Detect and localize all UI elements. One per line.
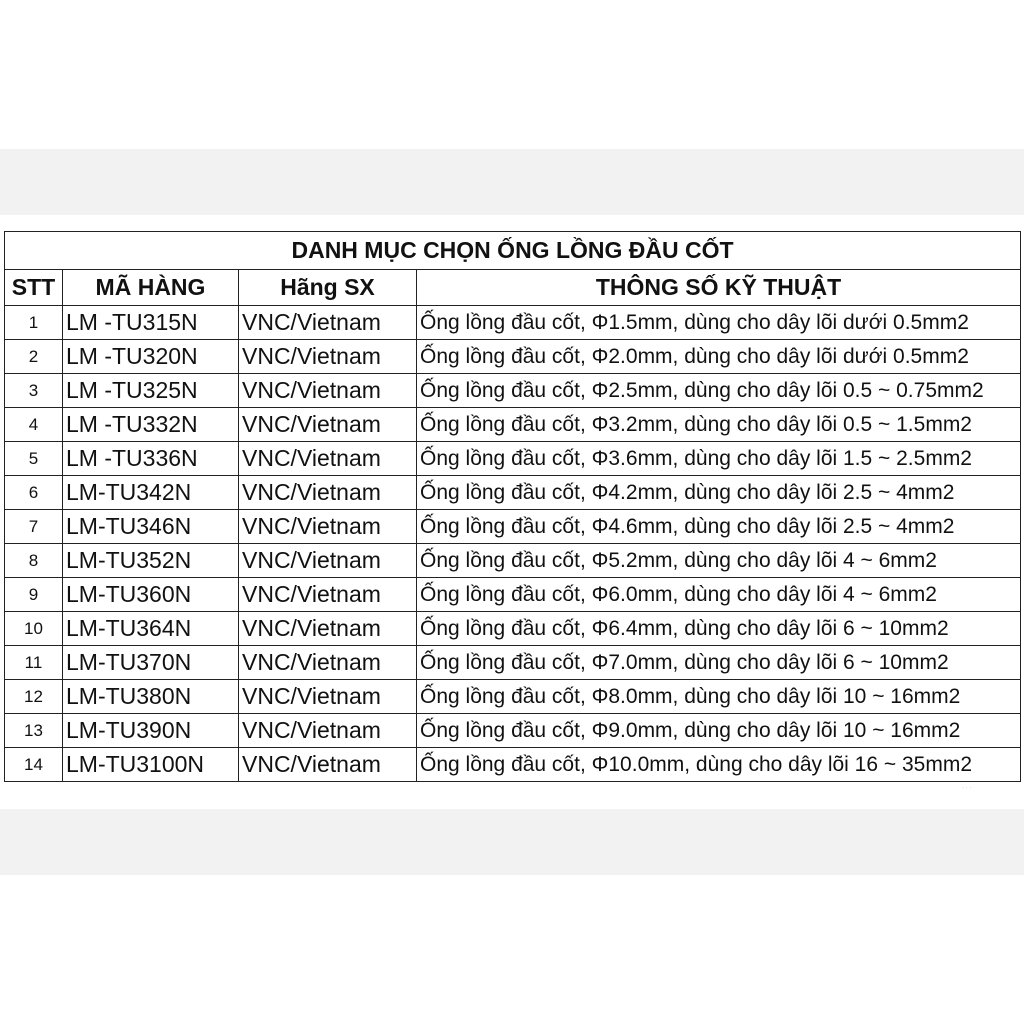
cell-code: LM-TU364N <box>63 612 239 646</box>
cell-code: LM-TU3100N <box>63 748 239 782</box>
cell-spec: Ống lồng đầu cốt, Φ2.5mm, dùng cho dây lõi 0.5 ~ 0.75mm2 <box>417 374 1021 408</box>
table-title: DANH MỤC CHỌN ỐNG LỒNG ĐẦU CỐT <box>5 232 1021 270</box>
cell-spec: Ống lồng đầu cốt, Φ8.0mm, dùng cho dây lõi 10 ~ 16mm2 <box>417 680 1021 714</box>
cell-stt: 12 <box>5 680 63 714</box>
table-row <box>5 612 1021 646</box>
header-spec: THÔNG SỐ KỸ THUẬT <box>417 270 1021 306</box>
cell-spec: Ống lồng đầu cốt, Φ9.0mm, dùng cho dây lõi 10 ~ 16mm2 <box>417 714 1021 748</box>
cell-spec: Ống lồng đầu cốt, Φ4.2mm, dùng cho dây lõi 2.5 ~ 4mm2 <box>417 476 1021 510</box>
cell-stt: 5 <box>5 442 63 476</box>
cell-brand: VNC/Vietnam <box>239 476 417 510</box>
cell-code: LM -TU315N <box>63 306 239 340</box>
cell-spec: Ống lồng đầu cốt, Φ2.0mm, dùng cho dây lõi dưới 0.5mm2 <box>417 340 1021 374</box>
cell-spec: Ống lồng đầu cốt, Φ5.2mm, dùng cho dây lõi 4 ~ 6mm2 <box>417 544 1021 578</box>
table-row <box>5 748 1021 782</box>
table-row <box>5 442 1021 476</box>
table-row <box>5 340 1021 374</box>
cell-stt: 8 <box>5 544 63 578</box>
cell-stt: 2 <box>5 340 63 374</box>
cell-code: LM -TU320N <box>63 340 239 374</box>
watermark-mark: · · · <box>962 785 972 791</box>
cell-stt: 13 <box>5 714 63 748</box>
table-row <box>5 306 1021 340</box>
cell-brand: VNC/Vietnam <box>239 374 417 408</box>
cell-code: LM-TU380N <box>63 680 239 714</box>
cell-code: LM -TU325N <box>63 374 239 408</box>
header-code: MÃ HÀNG <box>63 270 239 306</box>
table-row <box>5 646 1021 680</box>
cell-spec: Ống lồng đầu cốt, Φ3.6mm, dùng cho dây lõi 1.5 ~ 2.5mm2 <box>417 442 1021 476</box>
cell-code: LM-TU342N <box>63 476 239 510</box>
table-row <box>5 510 1021 544</box>
cell-brand: VNC/Vietnam <box>239 510 417 544</box>
header-brand: Hãng SX <box>239 270 417 306</box>
cell-code: LM-TU360N <box>63 578 239 612</box>
title-row <box>5 232 1021 270</box>
cell-spec: Ống lồng đầu cốt, Φ1.5mm, dùng cho dây lõi dưới 0.5mm2 <box>417 306 1021 340</box>
table-row <box>5 714 1021 748</box>
cell-brand: VNC/Vietnam <box>239 442 417 476</box>
table-row <box>5 578 1021 612</box>
cell-stt: 9 <box>5 578 63 612</box>
cell-code: LM-TU352N <box>63 544 239 578</box>
cell-stt: 7 <box>5 510 63 544</box>
cell-brand: VNC/Vietnam <box>239 578 417 612</box>
cell-stt: 4 <box>5 408 63 442</box>
cell-spec: Ống lồng đầu cốt, Φ3.2mm, dùng cho dây lõi 0.5 ~ 1.5mm2 <box>417 408 1021 442</box>
cell-brand: VNC/Vietnam <box>239 340 417 374</box>
catalog-body <box>5 232 1021 782</box>
cell-brand: VNC/Vietnam <box>239 306 417 340</box>
table-row <box>5 476 1021 510</box>
cell-spec: Ống lồng đầu cốt, Φ6.4mm, dùng cho dây lõi 6 ~ 10mm2 <box>417 612 1021 646</box>
cell-stt: 10 <box>5 612 63 646</box>
cell-brand: VNC/Vietnam <box>239 714 417 748</box>
catalog-table <box>4 231 1021 782</box>
table-row <box>5 374 1021 408</box>
cell-brand: VNC/Vietnam <box>239 646 417 680</box>
cell-stt: 6 <box>5 476 63 510</box>
cell-stt: 14 <box>5 748 63 782</box>
table-row <box>5 680 1021 714</box>
header-stt: STT <box>5 270 63 306</box>
cell-brand: VNC/Vietnam <box>239 544 417 578</box>
cell-stt: 1 <box>5 306 63 340</box>
cell-code: LM -TU336N <box>63 442 239 476</box>
cell-brand: VNC/Vietnam <box>239 408 417 442</box>
table-row <box>5 544 1021 578</box>
cell-brand: VNC/Vietnam <box>239 680 417 714</box>
cell-stt: 11 <box>5 646 63 680</box>
cell-code: LM-TU370N <box>63 646 239 680</box>
header-row <box>5 270 1021 306</box>
cell-code: LM -TU332N <box>63 408 239 442</box>
cell-brand: VNC/Vietnam <box>239 612 417 646</box>
cell-spec: Ống lồng đầu cốt, Φ7.0mm, dùng cho dây lõi 6 ~ 10mm2 <box>417 646 1021 680</box>
cell-brand: VNC/Vietnam <box>239 748 417 782</box>
cell-code: LM-TU346N <box>63 510 239 544</box>
cell-spec: Ống lồng đầu cốt, Φ10.0mm, dùng cho dây lõi 16 ~ 35mm2 <box>417 748 1021 782</box>
cell-stt: 3 <box>5 374 63 408</box>
cell-spec: Ống lồng đầu cốt, Φ6.0mm, dùng cho dây lõi 4 ~ 6mm2 <box>417 578 1021 612</box>
cell-spec: Ống lồng đầu cốt, Φ4.6mm, dùng cho dây lõi 2.5 ~ 4mm2 <box>417 510 1021 544</box>
cell-code: LM-TU390N <box>63 714 239 748</box>
table-row <box>5 408 1021 442</box>
